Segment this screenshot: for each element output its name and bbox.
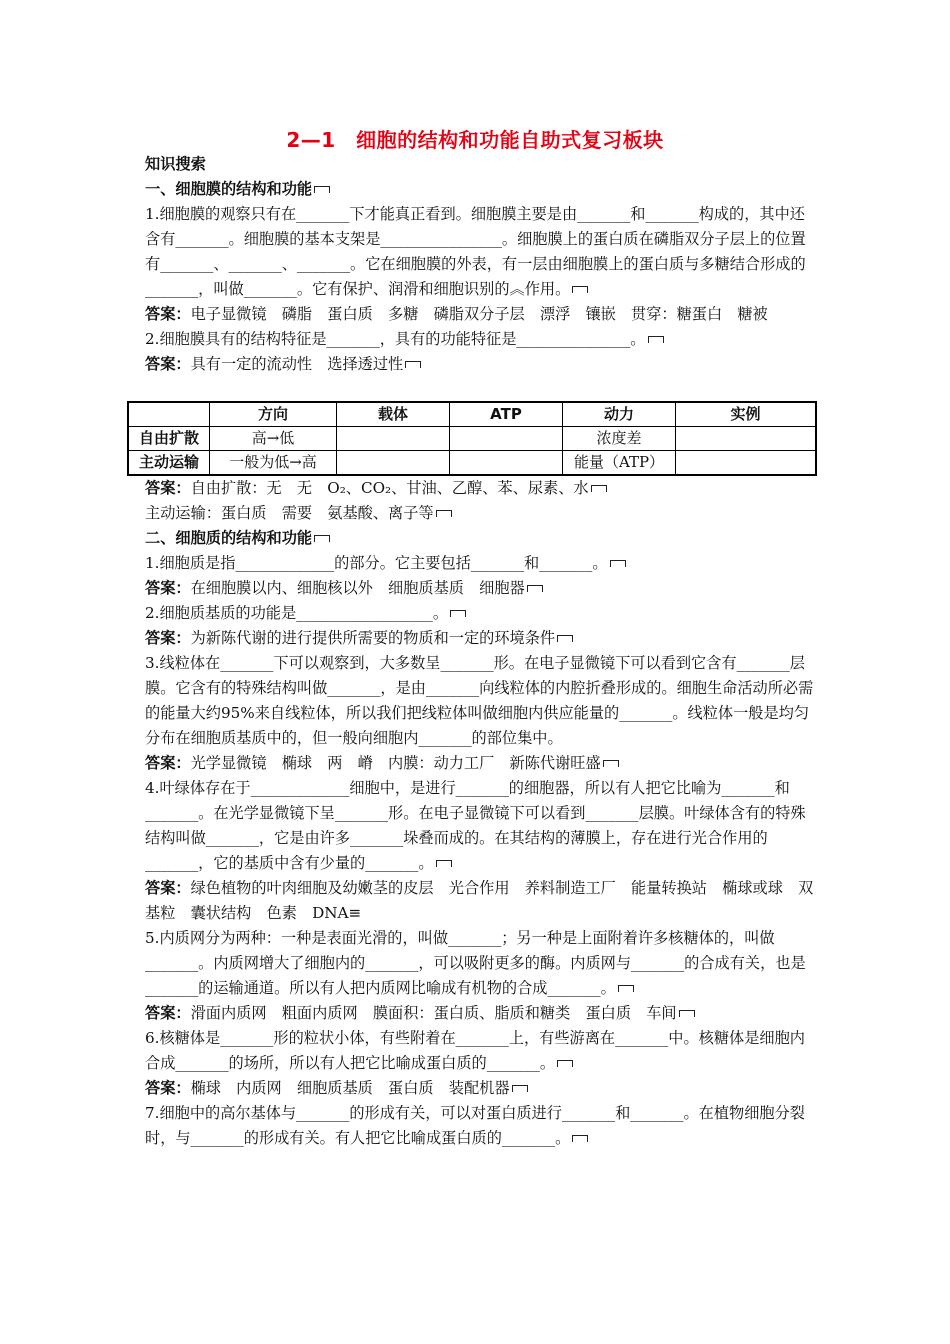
edit-mark-icon <box>618 985 634 992</box>
document-body <box>138 152 829 1151</box>
edit-mark-icon <box>572 1135 588 1142</box>
table-header-cell: ATP <box>450 402 563 427</box>
table-cell: 一般为低→高 <box>210 451 337 476</box>
table-header-cell: 方向 <box>210 402 337 427</box>
edit-mark-icon <box>679 1010 695 1017</box>
edit-mark-icon <box>450 610 466 617</box>
question-1-2: 2.细胞膜具有的结构特征是_______，具有的功能特征是_______________。 <box>145 327 815 352</box>
edit-mark-icon <box>557 1060 573 1067</box>
mark-glyph: ︽ <box>509 280 525 298</box>
question-2-6: 6.核糖体是_______形的粒状小体，有些附着在_______上，有些游离在_______中。核糖体是细胞内合成_______的场所，所以有人把它比喻成蛋白质的_______。 <box>145 1029 805 1072</box>
question-2-7: 7.细胞中的高尔基体与_______的形成有关，可以对蛋白质进行_______和_______。在植物细胞分裂时，与_______的形成有关。有人把它比喻成蛋白质的_______。 <box>145 1104 805 1147</box>
transport-table <box>127 401 817 476</box>
answer-2-4: 答案：绿色植物的叶肉细胞及幼嫩茎的皮层 光合作用 养料制造工厂 能量转换站 椭球或球 双 基粒 囊状结构 色素 DNA≡ <box>145 879 829 922</box>
edit-mark-icon <box>591 485 607 492</box>
page-title: 2—1 细胞的结构和功能自助式复习板块 <box>286 128 664 152</box>
edit-mark-icon <box>512 1085 528 1092</box>
question-2-3: 3.线粒体在_______下可以观察到，大多数呈_______形。在电子显微镜下可以看到它含有_______层膜。它含有的特殊结构叫做_______，是由_______向线粒体的内腔折叠形成的。细胞生命活动所必需的能量大约95%来自线粒体，所以我们把线粒体叫做细胞内供应能量的_______。线粒体一般是均匀分布在细胞质基质中的，但一般向细胞内_______的部位集中。 <box>145 654 814 747</box>
edit-mark-icon <box>603 760 619 767</box>
edit-mark-icon <box>436 860 452 867</box>
edit-mark-icon <box>314 186 330 193</box>
answer-2-5: 答案：滑面内质网 粗面内质网 膜面积：蛋白质、脂质和糖类 蛋白质 车间 <box>145 1001 815 1026</box>
question-1-1: 1.细胞膜的观察只有在_______下才能真正看到。细胞膜主要是由_______和_______构成的，其中还含有_______。细胞膜的基本支架是________________。细胞膜上的蛋白质在磷脂双分子层上的位置有_______、_______、_______。它在细胞膜的外表，有一层由细胞膜上的蛋白质与多糖结合形成的_______，叫做_______。它有保护、润滑和细胞识别的︽作用。 <box>145 205 806 298</box>
table-cell <box>450 427 563 451</box>
table-cell: 高→低 <box>210 427 337 451</box>
table-cell: 能量（ATP） <box>563 451 676 476</box>
table-cell <box>676 451 817 476</box>
table-cell <box>337 427 450 451</box>
edit-mark-icon <box>527 585 543 592</box>
table-cell: 浓度差 <box>563 427 676 451</box>
answer-2-6: 答案：椭球 内质网 细胞质基质 蛋白质 装配机器 <box>145 1076 815 1101</box>
edit-mark-icon <box>572 286 588 293</box>
table-header-cell: 载体 <box>337 402 450 427</box>
edit-mark-icon <box>610 560 626 567</box>
section-1-title: 一、细胞膜的结构和功能 <box>145 177 815 202</box>
answer-2-1: 答案：在细胞膜以内、细胞核以外 细胞质基质 细胞器 <box>145 576 815 601</box>
table-cell <box>450 451 563 476</box>
edit-mark-icon <box>405 361 421 368</box>
table-cell <box>337 451 450 476</box>
table-cell <box>676 427 817 451</box>
edit-mark-icon <box>314 535 330 542</box>
answer-2-2: 答案：为新陈代谢的进行提供所需要的物质和一定的环境条件 <box>145 626 815 651</box>
table-header-cell: 实例 <box>676 402 817 427</box>
table-header-cell: 动力 <box>563 402 676 427</box>
table-header-row <box>128 402 816 427</box>
edit-mark-icon <box>436 510 452 517</box>
edit-mark-icon <box>648 336 664 343</box>
section-heading-knowledge: 知识搜索 <box>145 155 206 173</box>
edit-mark-icon <box>557 635 573 642</box>
question-2-5: 5.内质网分为两种：一种是表面光滑的，叫做_______；另一种是上面附着许多核糖体的，叫做_______。内质网增大了细胞内的_______，可以吸附更多的酶。内质网与_______的合成有关，也是_______的运输通道。所以有人把内质网比喻成有机物的合成_______。 <box>145 929 806 997</box>
table-cell: 主动运输 <box>128 451 210 476</box>
dna-suffix: ≡ <box>348 904 362 922</box>
question-2-1: 1.细胞质是指_____________的部分。它主要包括_______和_______。 <box>145 551 815 576</box>
table-cell: 自由扩散 <box>128 427 210 451</box>
table-row <box>128 427 816 451</box>
table-header-cell <box>128 402 210 427</box>
answer-1-1: 答案：电子显微镜 磷脂 蛋白质 多糖 磷脂双分子层 漂浮 镶嵌 贯穿：糖蛋白 糖被 <box>145 305 768 323</box>
table-row <box>128 451 816 476</box>
answer-1-2: 答案：具有一定的流动性 选择透过性 <box>145 352 815 377</box>
answer-table-2: 主动运输：蛋白质 需要 氨基酸、离子等 <box>145 501 815 526</box>
question-2-2: 2.细胞质基质的功能是__________________。 <box>145 601 815 626</box>
section-2-title: 二、细胞质的结构和功能 <box>145 526 815 551</box>
answer-2-3: 答案：光学显微镜 椭球 两 嵴 内膜：动力工厂 新陈代谢旺盛 <box>145 751 815 776</box>
answer-table-1: 答案：自由扩散：无 无 O₂、CO₂、甘油、乙醇、苯、尿素、水 <box>145 476 815 501</box>
question-2-4: 4.叶绿体存在于_____________细胞中，是进行_______的细胞器，所以有人把它比喻为_______和_______。在光学显微镜下呈_______形。在电子显微镜下可以看到_______层膜。叶绿体含有的特殊结构叫做_______，它是由许多_______垛叠而成的。在其结构的薄膜上，存在进行光合作用的_______，它的基质中含有少量的_______。 <box>145 779 806 872</box>
